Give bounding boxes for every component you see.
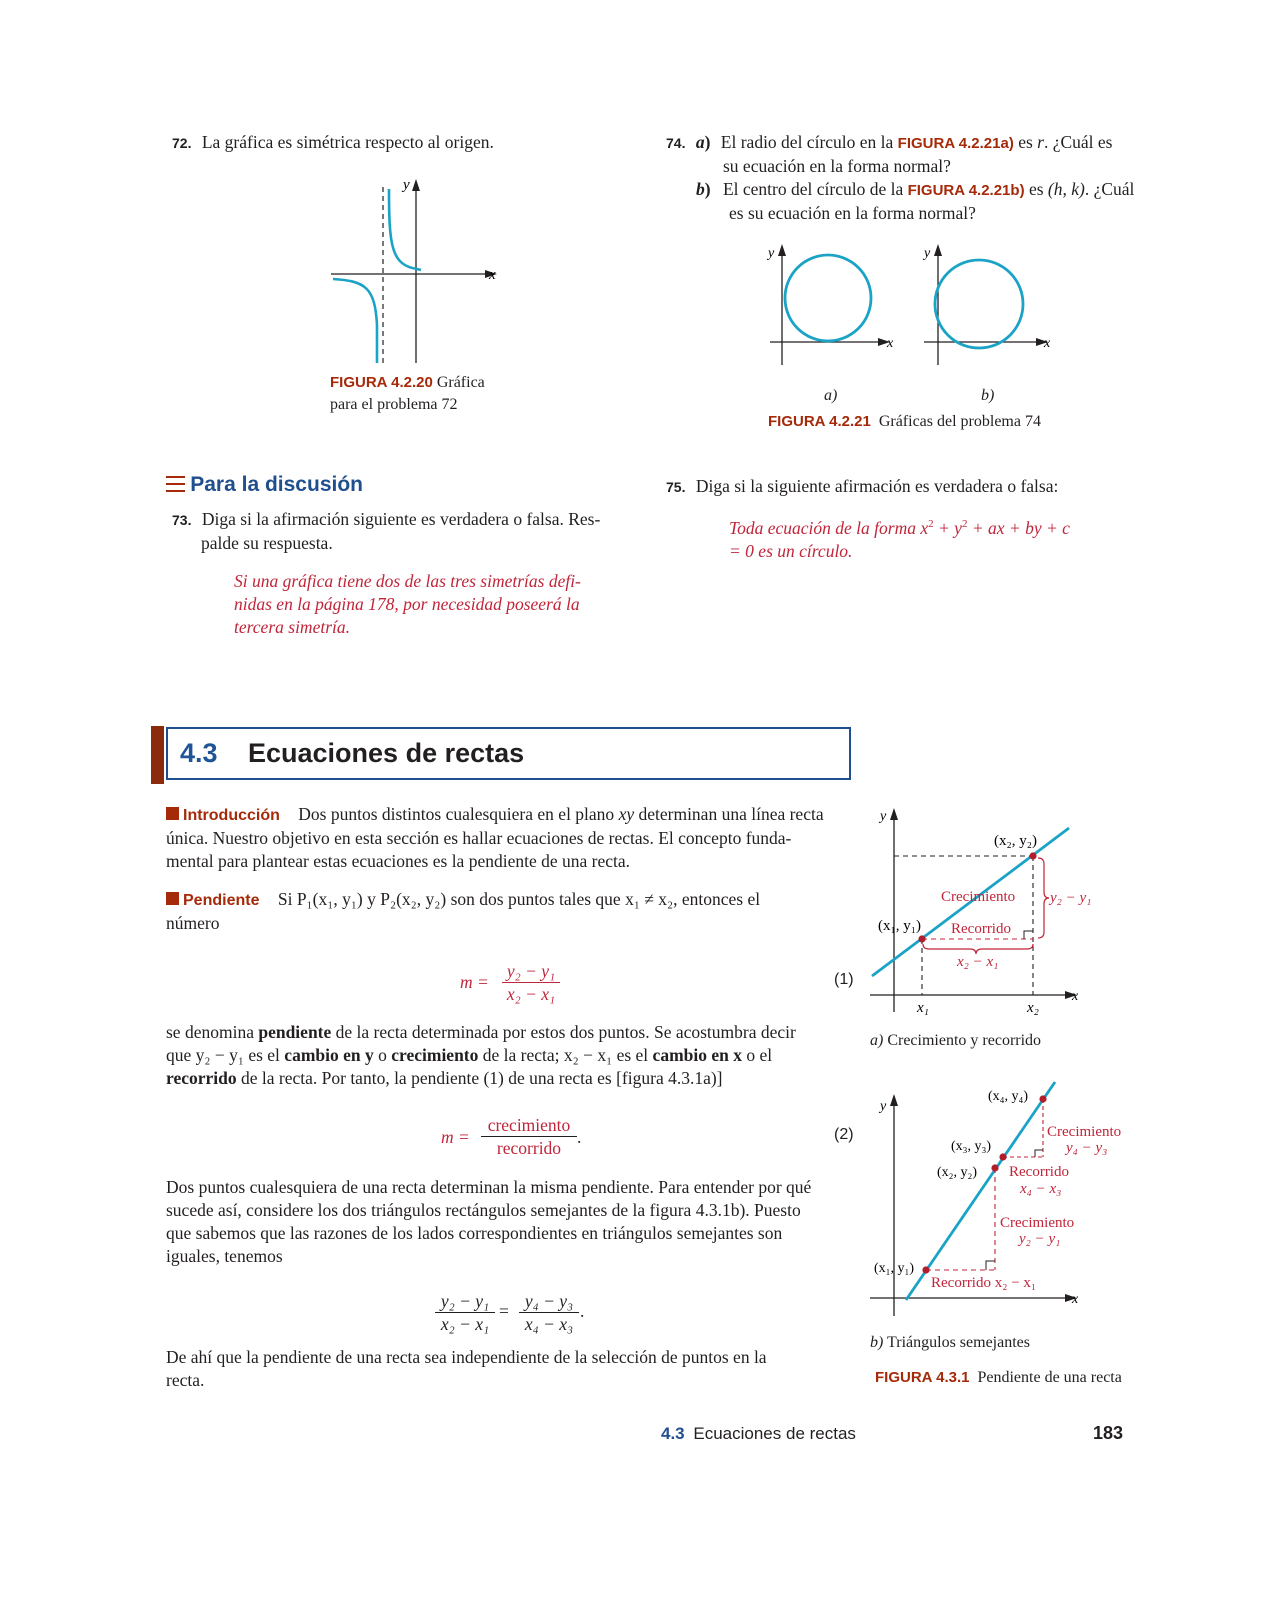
label-recorrido: Recorrido — [951, 921, 1011, 937]
text-part: de la recta determinada por estos dos puntos. Se acostumbra decir — [335, 1022, 796, 1042]
part-a-text-1: El radio del círculo en la — [720, 132, 894, 152]
part-a-var: r — [1037, 132, 1044, 152]
problem-74-b: b) El centro del círculo de la FIGURA 4.2.21b) es (h, k). ¿Cuál es su ecuación en la forma normal? — [696, 179, 1135, 223]
circle-a — [785, 255, 871, 341]
problem-text: Diga si la siguiente afirmación es verdadera o falsa: — [695, 476, 1059, 496]
equation-2-tag: (2) — [834, 1126, 854, 1143]
bold-term: recorrido — [166, 1068, 237, 1088]
figure-4-2-21-caption — [768, 413, 1041, 431]
running-footer — [661, 1424, 856, 1444]
statement-line-2: = 0 es un círculo. — [729, 540, 853, 561]
right-angle-mark-top — [1035, 1150, 1043, 1157]
text-line-3: que sabemos que las razones de los lados correspondientes en triángulos semejantes son — [166, 1223, 783, 1243]
problem-number: 73. — [172, 512, 192, 528]
subfigure-tag: b) — [870, 1334, 884, 1351]
label-crecimiento: Crecimiento — [941, 889, 1016, 905]
point-p1 — [918, 935, 925, 942]
statement-exponent: 2 — [928, 518, 934, 530]
figure-ref-a: FIGURA 4.2.21a) — [897, 135, 1014, 152]
y-axis-label: y — [768, 246, 775, 261]
figure-4-2-20-caption — [330, 372, 485, 416]
denominator: x₂ − x₁ — [440, 1314, 490, 1334]
square-bullet-icon — [166, 892, 179, 905]
y-axis-arrow — [890, 808, 898, 820]
problem-75-statement — [729, 513, 1070, 563]
figure-label: FIGURA 4.2.21 — [768, 413, 871, 430]
text-part: o — [378, 1045, 387, 1065]
numerator: y₂ − y₁ — [502, 960, 560, 983]
label-recorrido-top: Recorrido — [1009, 1164, 1069, 1180]
y-axis-arrow — [890, 1094, 898, 1106]
problem-text-2: palde su respuesta. — [201, 533, 333, 553]
y-axis-arrow — [934, 244, 942, 256]
label-crecimiento-bottom: Crecimiento — [1000, 1215, 1075, 1231]
slope-text-2: número — [166, 913, 220, 933]
text-line-2: sucede así, considere los dos triángulos rectángulos semejantes de la figura 4.3.1b). Puesto — [166, 1200, 801, 1220]
statement-line-1 — [729, 513, 1070, 540]
part-b-text-1: El centro del círculo de la — [722, 179, 904, 199]
slope-heading: Pendiente — [183, 892, 260, 909]
text-part: de la recta. Por tanto, la pendiente (1) de una recta es [figura 4.3.1a)] — [241, 1068, 723, 1088]
curve-left-branch — [333, 279, 377, 363]
x-axis-label: x — [489, 267, 496, 283]
part-b-text-4: es su ecuación en la forma normal? — [729, 203, 976, 223]
square-bullet-icon — [166, 807, 179, 820]
section-header-box — [166, 727, 851, 780]
label-recorrido-bottom: Recorrido x₂ − x₁ — [931, 1275, 1037, 1291]
text-part: de la recta; x₂ − x₁ es el — [482, 1045, 649, 1065]
section-title: Ecuaciones de rectas — [248, 738, 525, 768]
footer-section-number: 4.3 — [661, 1424, 685, 1443]
bold-term: cambio en x — [652, 1045, 742, 1065]
intro-heading: Introducción — [183, 807, 280, 824]
caption-text: Gráficas del problema 74 — [878, 413, 1041, 430]
label-run-top: x₄ − x₃ — [1020, 1181, 1062, 1197]
subfigure-tag: a) — [870, 1032, 884, 1049]
x-axis-label: x — [887, 336, 894, 351]
label-x1: x₁ — [917, 1000, 929, 1016]
part-a-text-2: es — [1018, 132, 1033, 152]
bold-term: cambio en y — [284, 1045, 374, 1065]
bold-term: crecimiento — [391, 1045, 479, 1065]
problem-number: 74. — [666, 135, 686, 151]
slope-definition-paragraph — [166, 1021, 854, 1090]
y-axis-arrow — [778, 244, 786, 256]
denominator: x₂ − x₁ — [506, 984, 556, 1004]
discussion-heading — [166, 472, 363, 497]
subfigure-caption: Triángulos semejantes — [887, 1334, 1030, 1351]
label-rise: y₂ − y₁ — [1050, 890, 1092, 906]
label-crecimiento-top: Crecimiento — [1047, 1124, 1122, 1140]
y-axis-label: y — [403, 177, 410, 193]
figure-label: FIGURA 4.3.1 — [875, 1369, 970, 1386]
y-axis-label: y — [880, 809, 887, 824]
fraction — [481, 1114, 577, 1160]
problem-text: La gráfica es simétrica respecto al origen. — [201, 132, 494, 152]
problem-text-1: Diga si la afirmación siguiente es verdadera o falsa. Res- — [201, 509, 601, 529]
equation-lhs: m = — [460, 972, 489, 992]
part-b-text-2: es — [1028, 179, 1044, 199]
figure-ref-b: FIGURA 4.2.21b) — [907, 182, 1025, 199]
denominator: recorrido — [496, 1138, 562, 1158]
statement-line-2: nidas en la página 178, por necesidad poseerá la — [234, 594, 580, 614]
label-p2: (x₂, y₂) — [994, 833, 1037, 849]
label-run: x₂ − x₁ — [957, 954, 999, 970]
part-a-text-3: . ¿Cuál es — [1043, 132, 1113, 152]
point-p2 — [1029, 852, 1036, 859]
intro-text-4: mental para plantear estas ecuaciones es la pendiente de una recta. — [166, 851, 630, 871]
denominator: x₄ − x₃ — [524, 1314, 574, 1334]
label-p3: (x₃, y₃) — [951, 1139, 992, 1154]
statement-line-3: tercera simetría. — [234, 617, 350, 637]
statement-part: + ax + by + c — [967, 517, 1070, 538]
figure-4-3-1a-graph — [862, 800, 1102, 1025]
label-p1: (x₁, y₁) — [878, 918, 921, 934]
problem-number: 75. — [666, 479, 686, 495]
similar-triangles-paragraph — [166, 1176, 854, 1268]
text-part: se denomina — [166, 1022, 254, 1042]
figure-4-2-20-graph — [325, 175, 505, 370]
page-number: 183 — [1093, 1423, 1124, 1443]
numerator: y₂ − y₁ — [435, 1290, 495, 1313]
figure-4-3-1b-graph — [862, 1080, 1142, 1320]
fraction — [502, 960, 560, 1005]
problem-number: 72. — [172, 135, 192, 151]
equation-lhs: m = — [441, 1127, 470, 1147]
caption-line-2: para el problema 72 — [330, 396, 458, 413]
label-rise-bottom: y₂ − y₁ — [1019, 1231, 1061, 1247]
figure-label: FIGURA 4.2.20 — [330, 374, 433, 391]
subfigure-label-a: a) — [824, 387, 838, 404]
statement-exponent: 2 — [961, 518, 968, 530]
figure-4-3-1b-caption — [870, 1334, 1030, 1352]
heading-text: Para la discusión — [190, 473, 363, 496]
circle-b — [935, 260, 1023, 348]
text-part: o el — [746, 1045, 773, 1065]
problem-75 — [666, 475, 1058, 499]
point-p1 — [922, 1266, 929, 1273]
menu-lines-icon — [166, 476, 185, 492]
caption-text: Pendiente de una recta — [977, 1369, 1122, 1386]
figure-4-3-1-caption — [875, 1369, 1122, 1387]
intro-text-1: Dos puntos distintos cualesquiera en el plano — [298, 804, 615, 824]
problem-74 — [666, 131, 1136, 225]
text-line-1: De ahí que la pendiente de una recta sea independiente de la selección de puntos en la — [166, 1347, 767, 1367]
intro-text-2: determinan una línea recta — [638, 804, 824, 824]
rise-brace — [1038, 858, 1049, 938]
intro-xy: xy — [618, 804, 635, 824]
x-axis-label: x — [1072, 1292, 1079, 1307]
footer-section-title: Ecuaciones de rectas — [693, 1424, 856, 1443]
text-line-1: Dos puntos cualesquiera de una recta determinan la misma pendiente. Para entender por qué — [166, 1177, 812, 1197]
statement-part: Toda ecuación de la forma x — [729, 517, 929, 538]
numerator: y₄ − y₃ — [519, 1290, 579, 1313]
problem-73-statement — [234, 570, 581, 639]
right-angle-mark — [1024, 931, 1033, 939]
figure-4-3-1a-caption — [870, 1032, 1041, 1050]
part-b-text-3: . ¿Cuál — [1084, 179, 1135, 199]
caption-line-1: Gráfica — [436, 374, 485, 391]
problem-72 — [172, 131, 652, 155]
fraction-left — [435, 1290, 495, 1335]
part-label-a: a — [695, 132, 705, 152]
bold-term: pendiente — [258, 1022, 332, 1042]
numerator: crecimiento — [481, 1114, 577, 1137]
y-axis-label: y — [924, 246, 931, 261]
point-p2 — [991, 1164, 998, 1171]
label-x2: x₂ — [1027, 1000, 1039, 1016]
intro-paragraph — [166, 803, 854, 873]
label-p2: (x₂, y₂) — [937, 1165, 978, 1180]
section-number: 4.3 — [180, 738, 218, 768]
text-part: que y₂ − y₁ es el — [166, 1045, 280, 1065]
point-p3 — [999, 1153, 1006, 1160]
part-label-b: b — [696, 179, 705, 199]
equation-1-tag: (1) — [834, 971, 854, 988]
subfigure-label-b: b) — [981, 387, 995, 404]
statement-line-1: Si una gráfica tiene dos de las tres simetrías defi- — [234, 571, 581, 591]
part-a-text-4: su ecuación en la forma normal? — [723, 156, 951, 176]
part-b-var: (h, k) — [1047, 179, 1085, 199]
x-axis-label: x — [1072, 989, 1079, 1004]
section-bar — [151, 726, 164, 784]
label-p4: (x₄, y₄) — [988, 1089, 1029, 1104]
slope-paragraph — [166, 888, 854, 935]
subfigure-caption: Crecimiento y recorrido — [887, 1032, 1042, 1049]
y-axis-arrow — [412, 179, 420, 191]
point-p4 — [1039, 1095, 1046, 1102]
figure-4-2-21b-graph — [918, 240, 1058, 365]
fraction-right — [519, 1290, 579, 1335]
x-axis-label: x — [1044, 336, 1051, 351]
text-line-2: recta. — [166, 1370, 205, 1390]
intro-text-3: única. Nuestro objetivo en esta sección es hallar ecuaciones de rectas. El concepto funda- — [166, 828, 792, 848]
problem-74-a: 74. a) El radio del círculo en la FIGURA 4.2.21a) es r. ¿Cuál es su ecuación en la forma normal? — [666, 131, 1136, 178]
problem-73 — [172, 508, 642, 555]
text-line-4: iguales, tenemos — [166, 1246, 283, 1266]
label-rise-top: y₄ − y₃ — [1066, 1140, 1108, 1156]
label-p1: (x₁, y₁) — [874, 1261, 915, 1276]
right-angle-mark-bottom — [986, 1261, 995, 1270]
slope-text-1: Si P₁(x₁, y₁) y P₂(x₂, y₂) son dos puntos tales que x₁ ≠ x₂, entonces el — [277, 889, 761, 909]
statement-part: + y — [933, 517, 962, 538]
y-axis-label: y — [880, 1099, 887, 1114]
run-brace — [923, 944, 1033, 954]
figure-4-2-21a-graph — [760, 240, 900, 365]
final-paragraph — [166, 1346, 854, 1392]
